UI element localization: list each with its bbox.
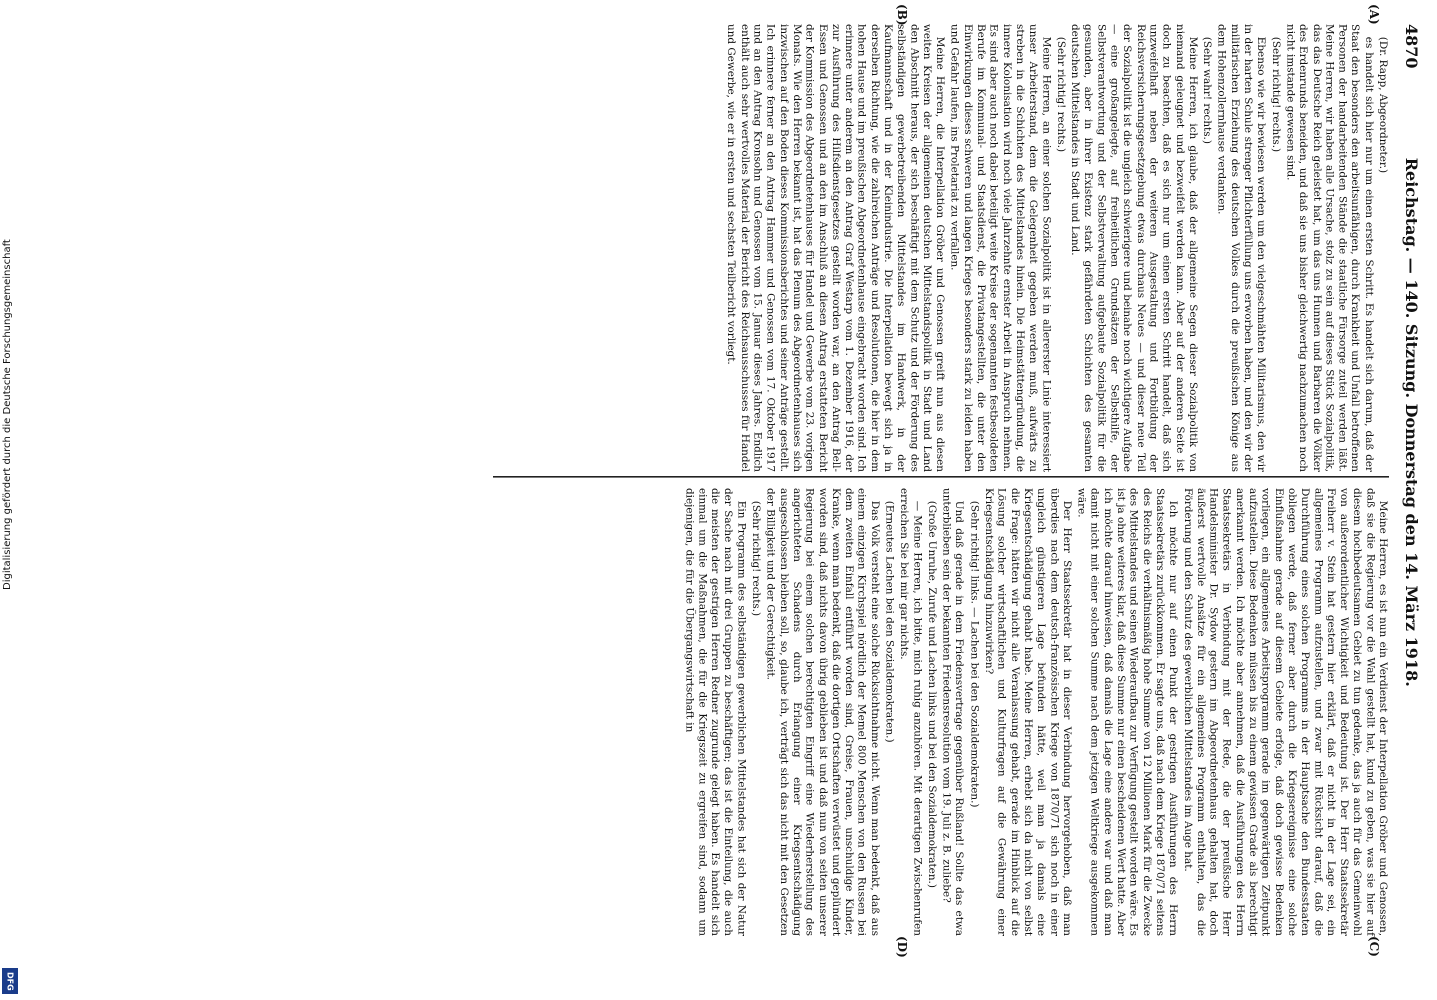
paragraph: — Meine Herren, ich bitte, mich ruhig anzuhören. Mit derartigen Zwischenrufen erreichen Sie bei mir gar nichts. [898,488,924,936]
paragraph: (Sehr richtig! rechts.) [1269,36,1282,153]
rotated-document-sheet [437,0,1437,958]
column-divider [493,476,1389,478]
paragraph: Das Volk versteht eine solche Rücksichtnahme nicht. Wenn man bedenkt, daß aus einem einzigen Kirchspiel nördlich der Memel 800 Menschen von den Russen bei dem zweiten Einfall entführt worden sind, Greise, Frauen, unschuldige Kinder, Kranke, wenn man bedenkt, daß die dortigen Ortschaften verwüstet und geplündert worden sind, daß nichts davon übrig geblieben ist und daß nun von seiten unserer Regierung bei einem solchen berechtigten Eingriff eine Wiederherstellung des angerichteten Schadens durch Erlangung einer Kriegsentschädigung ausgeschlossen bleiben soll, so, glaube ich, verträgt sich das nicht mit den Gesetzen der Billigkeit und der Gerechtigkeit. [764,488,881,936]
page-header [1397,24,1421,776]
page-title: Reichstag. — 140. Sitzung. Donnerstag den 14. März 1918. [1401,157,1421,687]
paragraph: (Sehr richtig! rechts.) [1054,36,1067,153]
margin-mark-c: (C) [1366,936,1381,957]
margin-mark-b: (B) [894,4,909,26]
paragraph: (Sehr richtig! rechts.) [749,500,762,617]
text-column-right [680,488,1389,936]
paragraph: Der Herr Staatssekretär hat in dieser Verbindung hervorgehoben, daß man überdies nach dem deutsch-französischen Kriege von 1870/71 sich noch in einer ungleich günstigeren Lage befunden hätte, weil man ja damals eine Kriegsentschädigung gehabt habe. Meine Herren, erhebt sich da nicht von selbst die Frage: hätten wir nicht alle Veranlassung gehabt, gerade im Hinblick auf die Lösung solcher wirtschaftlichen und Kulturfragen auf die Gewährung einer Kriegsentschädigung hinzuwirken? [982,488,1073,936]
paragraph: (Dr. Rapp, Abgeordneter.) [1377,36,1389,174]
paragraph: Ich möchte nur auf einen Punkt der gestrigen Ausführungen des Herrn Staatssekretärs zurückkommen. Er sagte uns, daß nach dem Kriege 1870/71 seitens des Reichs die verhältnismäßig hohe Summe von 12 Millionen Mark für die Zwecke des Mittelstandes und seinen Wiederaufbau zur Verfügung gestellt worden wäre. Es ist ja ohne weiteres klar, daß diese Summe nur einen bescheidenen Wert hatte. Aber ich möchte darauf hinweisen, daß damals die Lage eine andere war und daß man damit nicht mit einer solchen Summe nach dem jetzigen Weltkriege ausgekommen wäre. [1075,488,1179,936]
text-column-left [723,24,1389,472]
paragraph: es handelt sich hier nur um einen ersten Schritt. Es handelt sich darum, daß der Staat den besonders den arbeitsunfähigen, durch Krankheit und Unfall betroffenen Personen der handarbeitenden Stände die staatliche Fürsorge zuteil werden läßt. Meine Herren, wir haben alle Ursache, stolz zu sein auf dieses Stück Sozialpolitik, das das Deutsche Reich geleistet hat, um das uns Hunnen und Barbaren die Völker des Erdenrunds beneiden, und daß sie uns bisher gleichwertig nachzumachen noch nicht imstande gewesen sind. [1284,24,1375,473]
paragraph: Und daß gerade in dem Friedensvertrage gegenüber Rußland! Sollte das etwa unterblieben sein der bekannten Friedensresolution vom 19. Juli z. B. zuliebe? [940,488,966,936]
paragraph: (Sehr wahr! rechts.) [1201,36,1214,144]
paragraph: Ebenso wie wir bewiesen werden um den vielgeschmähten Militarismus, den wir in der harten Schule strenger Pflichterfüllung uns erworben haben, und den wir der militärischen Erziehung des deutschen Volkes durch die preußischen Könige aus dem Hohenzollernhause verdanken. [1215,24,1267,473]
paragraph: Meine Herren, an einer solchen Sozialpolitik ist in allererster Linie interessiert unser Arbeiterstand, dem die Gelegenheit gegeben werden muß, aufwärts zu streben in die Schichten des Mittelstandes hinein. Die Heimstättengründung, die innere Kolonisation wird noch viele Jahrzehnte ernster Arbeit in Anspruch nehmen. Es sind aber auch noch dabei beteiligt weite Kreise der sogenannten festbesoldeten Berufe im Kommunal- und Staatsdienst, die Privatangestellten, die unter den Einwirkungen dieses schweren und langen Krieges besonders stark zu leiden haben und Gefahr laufen, ins Proletariat zu verfallen. [948,24,1052,473]
paragraph: (Erneutes Lachen bei den Sozialdemokraten.) [883,500,896,743]
paragraph: Meine Herren, es ist nun ein Verdienst der Interpellation Gröber und Genossen, daß sie die Regierung vor die Wahl gestellt hat, kund zu geben, was sie hier auf diesem hochbedeutsamen Gebiet zu tun gedenke, das ja auch für das Gemeinwohl von außerordentlicher Wichtigkeit und Bedeutung ist. Der Herr Staatssekretär Freiherr v. Stein hat gestern hier erklärt, daß er nicht in der Lage sei, ein allgemeines Programm aufzustellen, und zwar mit Rücksicht darauf, daß die Durchführung eines solchen Programms in der Hauptsache den Bundesstaaten obliegen werde, daß ferner aber durch die Kriegsereignisse eine solche Einflußnahme gerade auf diesem Gebiete erfolge, daß doch gewisse Bedenken vorliegen, ein allgemeines Arbeitsprogramm gerade im gegenwärtigen Zeitpunkt aufzustellen. Diese Bedenken müssen bis zu einem gewissen Grade als berechtigt anerkannt werden. Ich möchte aber annehmen, daß die Ausführungen des Herrn Staatssekretärs in Verbindung mit der Rede, die der preußische Herr Handelsminister Dr. Sydow gestern im Abgeordnetenhaus gehalten hat, doch äußerst wertvolle Ansätze für ein allgemeines Programm enthalten, das die Förderung und den Schutz des gewerblichen Mittelstandes im Auge hat. [1181,488,1389,936]
paragraph: Meine Herren, die Interpellation Gröber und Genossen greift nun aus diesen weiten Kreisen der allgemeinen deutschen Mittelstandspolitik in Stadt und Land den Abschnitt heraus, der sich beschäftigt mit dem Schutz und der Förderung des selbständigen gewerbetreibenden Mittelstandes im Handwerk, in der Kaufmannschaft und in der Kleinindustrie. Die Interpellation bewegt sich ja in derselben Richtung, wie die zahlreichen Anträge und Resolutionen, die hier in dem hohen Hause und im preußischen Abgeordnetenhause eingebracht worden sind. Ich erinnere unter anderem an den Antrag Graf Westarp vom 1. Dezember 1916, der zur Ausführung des Hilfsdienstgesetzes gestellt worden war, an den Antrag Bell-Essen und Genossen und an den im Anschluß an diesen Antrag erstatteten Bericht der Kommission des Abgeordnetenhauses für Handel und Gewerbe vom 23. vorigen Monats. Wie den Herren bekannt ist, hat das Plenum des Abgeordnetenhauses sich inzwischen auf den Boden dieses Kommissionsberichtes und seiner Anträge gestellt. Ich erinnere ferner an den Antrag Hammer und Genossen vom 17. Oktober 1917 und an den Antrag Kronsohn und Genossen vom 15. Januar dieses Jahres. Endlich enthält auch sehr wertvolles Material der Bericht des Reichsausschusses für Handel und Gewerbe, wie er in ersten und sechsten Teilbericht vorliegt. [725,24,946,473]
paragraph: Ein Programm des selbständigen gewerblichen Mittelstandes hat sich der Natur der Sache nach mit drei Gruppen zu beschäftigen; das ist die Einteilung, die auch die meisten der gestrigen Herren Redner zugrunde gelegt haben. Es handelt sich einmal um die Maßnahmen, die für die Kriegszeit zu ergreifen sind, sodann um diejenigen, die für die Übergangswirtschaft in [683,488,748,936]
margin-mark-a: (A) [1366,4,1381,25]
digitization-credit: Digitalisierung gefördert durch die Deutsche Forschungsgemeinschaft [2,239,13,590]
paragraph: Meine Herren, ich glaube, daß der allgemeine Segen dieser Sozialpolitik von niemand geleugnet und bezweifelt werden kann. Aber auf der anderen Seite ist doch zu beachten, daß es sich nur um einen ersten Schritt handelt, daß sich unzweifelhaft neben der weiteren Ausgestaltung und Fortbildung der Reichsversicherungsgesetzgebung etwas durchaus Neues — und dieser neue Teil der Sozialpolitik ist die ungleich schwierigere und beinahe noch wichtigere Aufgabe — eine großangelegte, auf freiheitlichen Grundsätzen der Selbsthilfe, der Selbstverantwortung und der Selbstverwaltung aufgebaute Sozialpolitik für die gesunden, aber in ihrer Existenz stark gefährdeten Schichten des gesamten deutschen Mittelstandes in Stadt und Land. [1069,24,1199,473]
page-number: 4870 [1401,24,1421,69]
paragraph: (Sehr richtig! links. — Lachen bei den Sozialdemokraten.) [968,500,981,808]
dfg-logo: DFG [2,968,18,994]
margin-mark-d: (D) [894,936,909,958]
paragraph: (Große Unruhe, Zurufe und Lachen links und bei den Sozialdemokraten.) [925,500,938,888]
